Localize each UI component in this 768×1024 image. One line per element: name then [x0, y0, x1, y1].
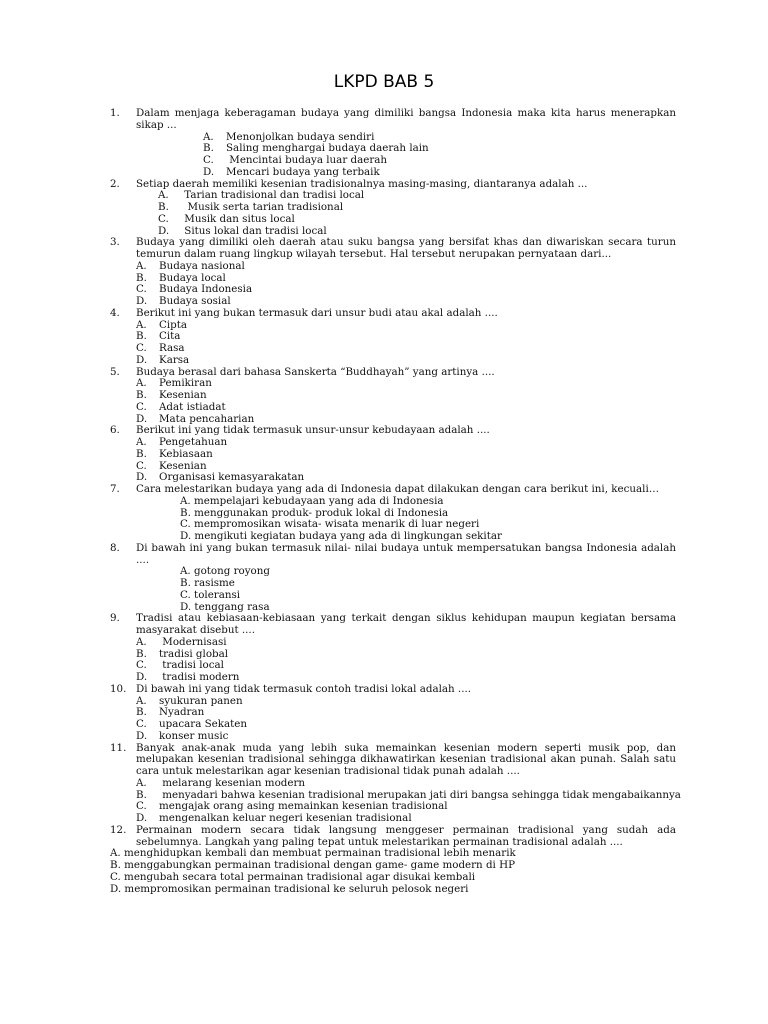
question-row: [110, 543, 676, 567]
option-letter: D.: [136, 729, 148, 742]
option-text: Budaya local: [159, 271, 226, 284]
answer-option: [110, 731, 676, 743]
answer-option: [110, 884, 676, 896]
question-text: Cara melestarikan budaya yang ada di Indonesia dapat dilakukan dengan cara berikut ini, kecuali…: [136, 483, 660, 495]
question-5: [110, 367, 676, 426]
option-text: menyadari bahwa kesenian tradisional merupakan jati diri bangsa sehingga tidak mengabaikannya: [159, 788, 681, 801]
question-row: [110, 743, 676, 778]
option-text: tradisi local: [159, 659, 224, 672]
answer-option: [110, 343, 676, 355]
option-text: Situs lokal dan tradisi local: [181, 224, 327, 237]
option-letter: B.: [136, 647, 147, 660]
option-letter: A.: [136, 377, 147, 390]
question-text: Setiap daerah memiliki kesenian tradisionalnya masing-masing, diantaranya adalah ...: [136, 177, 588, 190]
answer-option: [110, 331, 676, 343]
question-list: [110, 107, 681, 895]
option-letter: A.: [136, 318, 147, 331]
option-letter: B.: [136, 706, 147, 719]
option-text: mengajak orang asing memainkan kesenian tradisional: [159, 800, 448, 813]
option-letter: C.: [136, 659, 147, 672]
option-text: Cita: [159, 330, 181, 343]
option-text: Tarian tradisional dan tradisi local: [181, 189, 365, 202]
answer-option: [110, 143, 676, 155]
option-letter: A.: [136, 694, 147, 707]
question-number: 10.: [110, 682, 127, 695]
option-text: C. toleransi: [180, 588, 241, 601]
option-letter: C.: [136, 283, 147, 296]
option-letter: C.: [203, 154, 214, 166]
option-letter: A.: [136, 259, 147, 272]
question-number: 6.: [110, 424, 120, 437]
option-letter: C.: [136, 400, 147, 413]
question-4: [110, 308, 676, 367]
option-text: Kebiasaan: [159, 447, 213, 460]
option-text: upacara Sekaten: [159, 718, 247, 730]
option-letter: A.: [203, 130, 214, 143]
option-text: Organisasi kemasyarakatan: [159, 471, 305, 484]
option-letter: A.: [136, 635, 147, 648]
option-text: Adat istiadat: [159, 400, 226, 413]
option-text: D. mengikuti kegiatan budaya yang ada di lingkungan sekitar: [180, 530, 502, 542]
question-11: [110, 741, 681, 825]
answer-option: [110, 355, 676, 367]
question-9: [110, 613, 676, 684]
question-row: [110, 613, 676, 637]
option-text: B. rasisme: [180, 577, 235, 589]
option-letter: B.: [203, 142, 214, 155]
option-text: tradisi modern: [159, 671, 240, 683]
option-letter: B.: [136, 447, 147, 460]
option-text: Pemikiran: [159, 377, 212, 390]
question-number: 1.: [110, 107, 120, 119]
option-text: syukuran panen: [159, 694, 243, 707]
option-text: Menonjolkan budaya sendiri: [226, 130, 375, 143]
option-text: C. mengubah secara total permainan tradisional agar disukai kembali: [110, 870, 476, 883]
option-text: A. menghidupkan kembali dan membuat permainan tradisional lebih menarik: [110, 847, 516, 860]
option-letter: D.: [136, 812, 148, 824]
option-text: A. gotong royong: [180, 565, 270, 578]
question-number: 12.: [110, 823, 127, 836]
option-text: Budaya Indonesia: [159, 283, 253, 296]
option-text: mengenalkan keluar negeri kesenian tradisional: [159, 812, 412, 824]
option-letter: D.: [136, 671, 148, 683]
option-letter: C.: [136, 459, 147, 472]
option-letter: B.: [158, 201, 169, 213]
option-letter: D.: [136, 353, 148, 366]
option-letter: B.: [136, 330, 147, 343]
option-text: tradisi global: [159, 647, 229, 660]
option-text: Kesenian: [159, 459, 207, 472]
option-text: Karsa: [159, 353, 190, 366]
question-number: 5.: [110, 365, 120, 378]
question-3: [110, 237, 676, 308]
option-text: Mata pencaharian: [159, 412, 255, 425]
option-text: B. menggabungkan permainan tradisional dengan game- game modern di HP: [110, 859, 516, 871]
option-letter: B.: [136, 788, 147, 801]
option-letter: D.: [136, 295, 148, 307]
answer-option: [110, 320, 676, 332]
option-text: Pengetahuan: [159, 436, 228, 448]
answer-option: [110, 155, 676, 167]
question-10: [110, 684, 676, 743]
option-text: Rasa: [159, 342, 185, 354]
question-row: [110, 108, 676, 132]
question-2: [110, 179, 676, 238]
question-number: 3.: [110, 236, 120, 249]
option-text: Mencari budaya yang terbaik: [226, 165, 380, 178]
option-text: A. mempelajari kebudayaan yang ada di Indonesia: [180, 494, 444, 507]
question-text: Permainan modern secara tidak langsung menggeser permainan tradisional yang sudah ada sebelumnya. Langkah yang paling tepat untuk melestarikan permainan tradisional adalah ....: [136, 823, 676, 848]
question-number: 2.: [110, 177, 120, 190]
option-letter: B.: [136, 271, 147, 284]
question-number: 8.: [110, 541, 120, 554]
question-text: Budaya yang dimiliki oleh daerah atau suku bangsa yang bersifat khas dan diwariskan secara turun temurun dalam ruang lingkup wilayah tersebut. Hal tersebut nerupakan pernyataan dari...: [136, 236, 676, 260]
question-12: [110, 825, 676, 896]
question-6: [110, 425, 676, 484]
question-number: 9.: [110, 612, 120, 625]
option-letter: D.: [158, 224, 170, 237]
answer-option: [110, 167, 676, 179]
answer-option: [110, 296, 676, 308]
option-letter: C.: [136, 342, 147, 354]
option-letter: C.: [158, 212, 169, 225]
answer-option: [110, 531, 676, 543]
question-row: [110, 308, 676, 320]
option-text: Saling menghargai budaya daerah lain: [226, 142, 429, 155]
option-text: Modernisasi: [159, 635, 227, 648]
question-1: [110, 108, 676, 179]
question-text: Berikut ini yang bukan termasuk dari unsur budi atau akal adalah ....: [136, 306, 498, 319]
question-number: 7.: [110, 483, 120, 495]
question-7: [110, 484, 676, 543]
option-text: Mencintai budaya luar daerah: [226, 154, 388, 166]
option-letter: D.: [203, 165, 215, 178]
option-text: C. mempromosikan wisata- wisata menarik di luar negeri: [180, 518, 480, 531]
option-text: Budaya nasional: [159, 259, 245, 272]
option-letter: D.: [136, 471, 148, 484]
question-text: Di bawah ini yang tidak termasuk contoh tradisi lokal adalah ....: [136, 682, 472, 695]
option-text: Kesenian: [159, 389, 207, 401]
option-letter: B.: [136, 389, 147, 401]
question-text: Di bawah ini yang bukan termasuk nilai- nilai budaya untuk mempersatukan bangsa Indonesia adalah ....: [136, 541, 676, 566]
option-text: B. menggunakan produk- produk lokal di Indonesia: [180, 506, 449, 519]
question-number: 11.: [110, 741, 127, 754]
question-row: [110, 237, 676, 261]
question-text: Budaya berasal dari bahasa Sanskerta “Buddhayah” yang artinya ....: [136, 365, 495, 378]
question-text: Berikut ini yang tidak termasuk unsur-unsur kebudayaan adalah ....: [136, 424, 490, 437]
question-text: Tradisi atau kebiasaan-kebiasaan yang terkait dengan siklus kehidupan maupun kegiatan bersama masyarakat disebut ....: [136, 612, 676, 636]
answer-option: [110, 813, 676, 825]
question-8: [110, 543, 676, 614]
answer-option: [110, 672, 676, 684]
question-text: Dalam menjaga keberagaman budaya yang dimiliki bangsa Indonesia maka kita harus menerapkan sikap ...: [136, 107, 676, 131]
option-letter: A.: [136, 776, 147, 789]
option-letter: C.: [136, 800, 147, 813]
option-letter: A.: [158, 189, 169, 202]
question-text: Banyak anak-anak muda yang lebih suka memainkan kesenian modern seperti musik pop, dan melupakan kesenian tradisional sehingga dikhawatirkan kesenian tradisional akan punah. Salah satu cara untuk melestarikan agar kesenian tradisional tidak punah adalah ....: [136, 741, 676, 777]
option-text: Budaya sosial: [159, 295, 231, 307]
page-title: LKPD BAB 5: [333, 72, 435, 92]
option-letter: C.: [136, 718, 147, 730]
option-text: D. mempromosikan permainan tradisional ke seluruh pelosok negeri: [110, 882, 469, 895]
question-number: 4.: [110, 306, 120, 319]
option-text: Musik serta tarian tradisional: [181, 201, 344, 213]
option-text: melarang kesenian modern: [159, 776, 306, 789]
option-text: konser music: [159, 729, 229, 742]
option-text: Cipta: [159, 318, 188, 331]
option-letter: D.: [136, 412, 148, 425]
option-letter: A.: [136, 436, 147, 448]
question-row: [110, 825, 676, 849]
option-text: Nyadran: [159, 706, 205, 719]
option-text: D. tenggang rasa: [180, 600, 270, 613]
option-text: Musik dan situs local: [181, 212, 295, 225]
